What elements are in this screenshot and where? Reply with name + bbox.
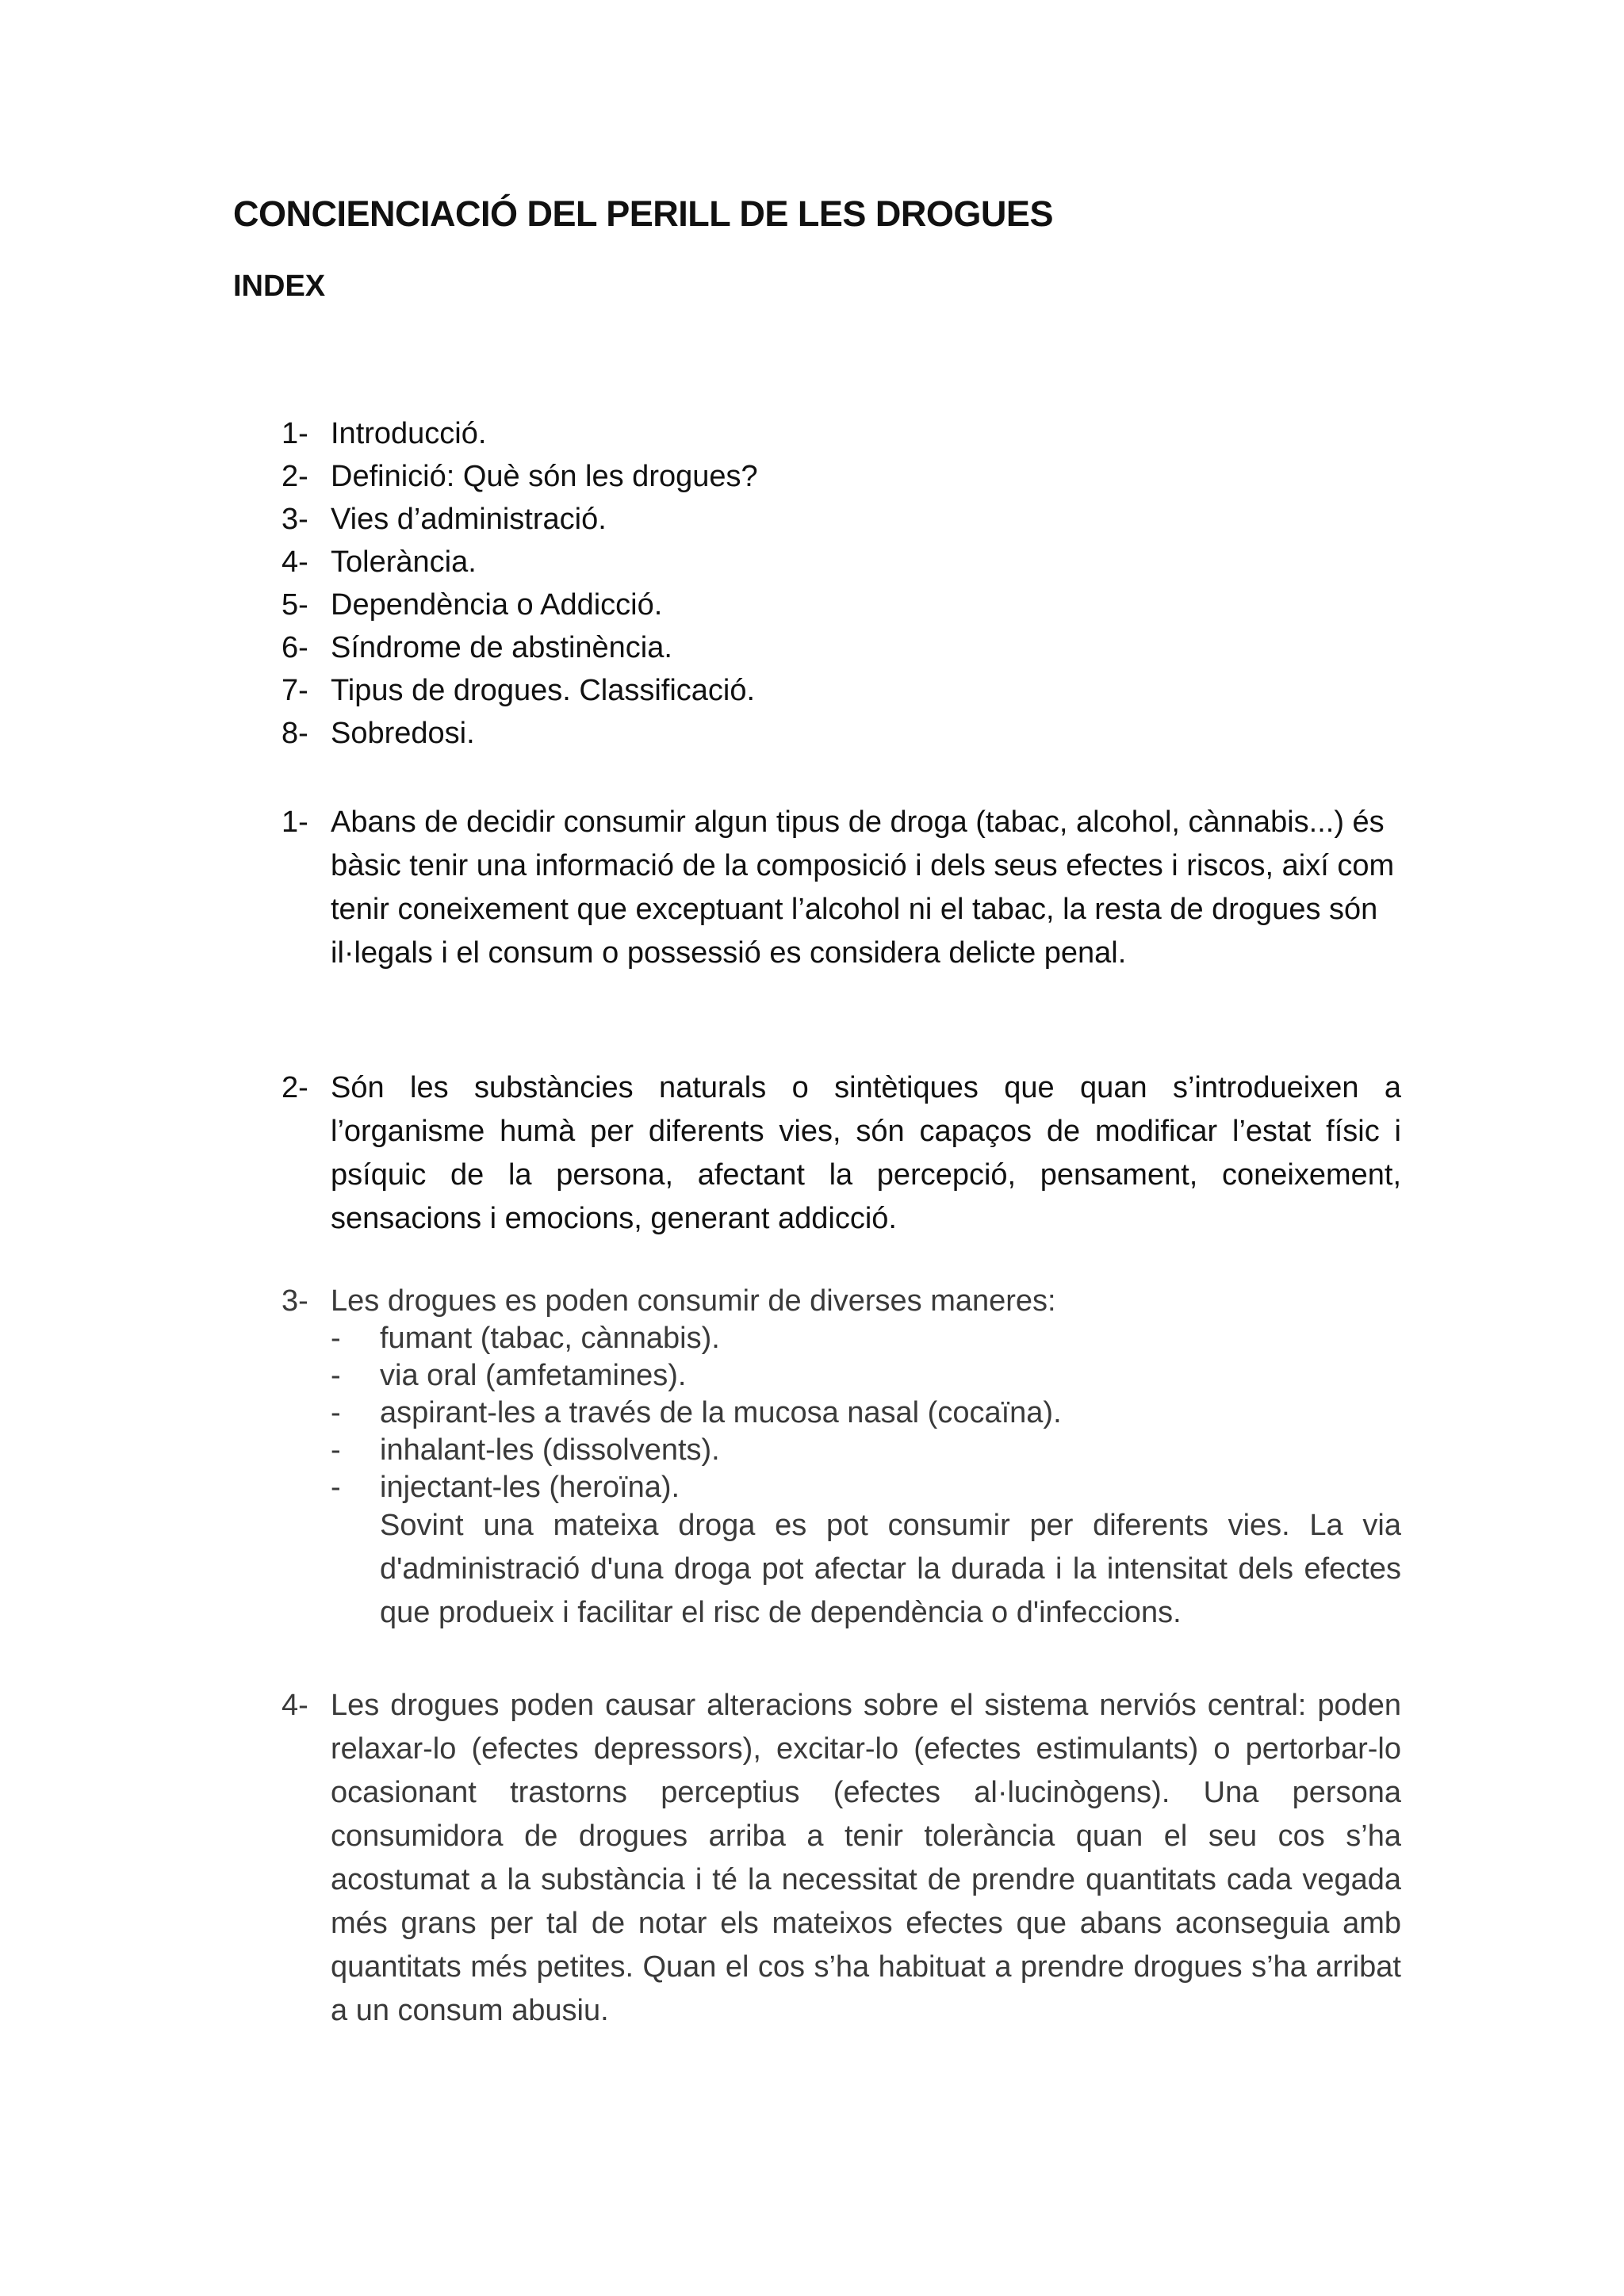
index-item bbox=[282, 541, 758, 584]
section-text: Abans de decidir consumir algun tipus de droga (tabac, alcohol, cànnabis...) és bàsic tenir una informació de la composició i dels seus efectes i riscos, així com tenir coneixement que exceptuant l’alcohol ni el tabac, la resta de drogues són il·legals i el consum o possessió es considera delicte penal. bbox=[331, 806, 1395, 970]
index-text: Síndrome de abstinència. bbox=[331, 631, 672, 664]
bullet-dash: - bbox=[331, 1471, 341, 1504]
index-number: 4- bbox=[282, 545, 308, 579]
bullet-dash: - bbox=[331, 1396, 341, 1429]
index-text: Sobredosi. bbox=[331, 717, 475, 750]
index-text: Definició: Què són les drogues? bbox=[331, 460, 758, 493]
list-item bbox=[331, 1357, 1401, 1395]
section-text: Les drogues poden causar alteracions sobre el sistema nerviós central: poden relaxar-lo (efectes depressors), excitar-lo (efectes estimulants) o pertorbar-lo ocasionant trastorns perceptius (efectes al·lucinògens). Una persona consumidora de drogues arriba a tenir tolerància quan el seu cos s’ha acostumat a la substància i té la necessitat de prendre quantitats cada vegada més grans per tal de notar els mateixos efectes que abans aconseguia amb quantitats més petites. Quan el cos s’ha habituat a prendre drogues s’ha arribat a un consum abusiu. bbox=[331, 1689, 1401, 2027]
index-item bbox=[282, 455, 758, 498]
index-number: 1- bbox=[282, 417, 308, 450]
section-vies-administracio bbox=[282, 1283, 1401, 1665]
index-item bbox=[282, 584, 758, 626]
index-text: Tipus de drogues. Classificació. bbox=[331, 674, 756, 707]
index-item bbox=[282, 712, 758, 755]
index-item bbox=[282, 498, 758, 541]
section-introduccio bbox=[282, 801, 1401, 975]
index-item bbox=[282, 412, 758, 455]
section-note: Sovint una mateixa droga es pot consumir per diferents vies. La via d'administració d'una droga pot afectar la durada i la intensitat dels efectes que produeix i facilitar el risc de dependència o d'infeccions. bbox=[380, 1509, 1401, 1629]
section-number: 4- bbox=[282, 1689, 308, 1722]
list-item-text: aspirant-les a través de la mucosa nasal (cocaïna). bbox=[380, 1396, 1062, 1429]
index-text: Introducció. bbox=[331, 417, 487, 450]
list-item bbox=[331, 1320, 1401, 1357]
index-number: 2- bbox=[282, 460, 308, 493]
index-list bbox=[282, 412, 758, 755]
section-intro: Les drogues es poden consumir de diverses maneres: bbox=[331, 1284, 1056, 1318]
section-number: 2- bbox=[282, 1071, 308, 1104]
index-number: 3- bbox=[282, 503, 308, 536]
index-number: 5- bbox=[282, 588, 308, 622]
document-title: CONCIENCIACIÓ DEL PERILL DE LES DROGUES bbox=[233, 193, 1053, 234]
index-number: 8- bbox=[282, 717, 308, 750]
index-text: Vies d’administració. bbox=[331, 503, 607, 536]
bullet-dash: - bbox=[331, 1322, 341, 1355]
list-item-text: injectant-les (heroïna). bbox=[380, 1471, 680, 1504]
section-number: 3- bbox=[282, 1284, 308, 1318]
bullet-dash: - bbox=[331, 1433, 341, 1467]
index-text: Tolerància. bbox=[331, 545, 477, 579]
section-definicio bbox=[282, 1066, 1401, 1241]
section-body bbox=[331, 1283, 1401, 1665]
index-item bbox=[282, 626, 758, 669]
index-item bbox=[282, 669, 758, 712]
section-tolerancia bbox=[282, 1684, 1401, 2033]
index-text: Dependència o Addicció. bbox=[331, 588, 663, 622]
section-number: 1- bbox=[282, 806, 308, 839]
list-item bbox=[331, 1469, 1401, 1506]
index-heading: INDEX bbox=[233, 270, 326, 303]
list-item-text: fumant (tabac, cànnabis). bbox=[380, 1322, 720, 1355]
bullet-dash: - bbox=[331, 1359, 341, 1392]
index-number: 6- bbox=[282, 631, 308, 664]
list-item-text: inhalant-les (dissolvents). bbox=[380, 1433, 720, 1467]
list-item bbox=[331, 1432, 1401, 1469]
section-text: Són les substàncies naturals o sintètiques que quan s’introdueixen a l’organisme humà per diferents vies, són capaços de modificar l’estat físic i psíquic de la persona, afectant la percepció, pensament, coneixement, sensacions i emocions, generant addicció. bbox=[331, 1071, 1401, 1235]
administration-routes-list bbox=[331, 1320, 1401, 1506]
list-item-text: via oral (amfetamines). bbox=[380, 1359, 687, 1392]
list-item bbox=[331, 1395, 1401, 1432]
index-number: 7- bbox=[282, 674, 308, 707]
